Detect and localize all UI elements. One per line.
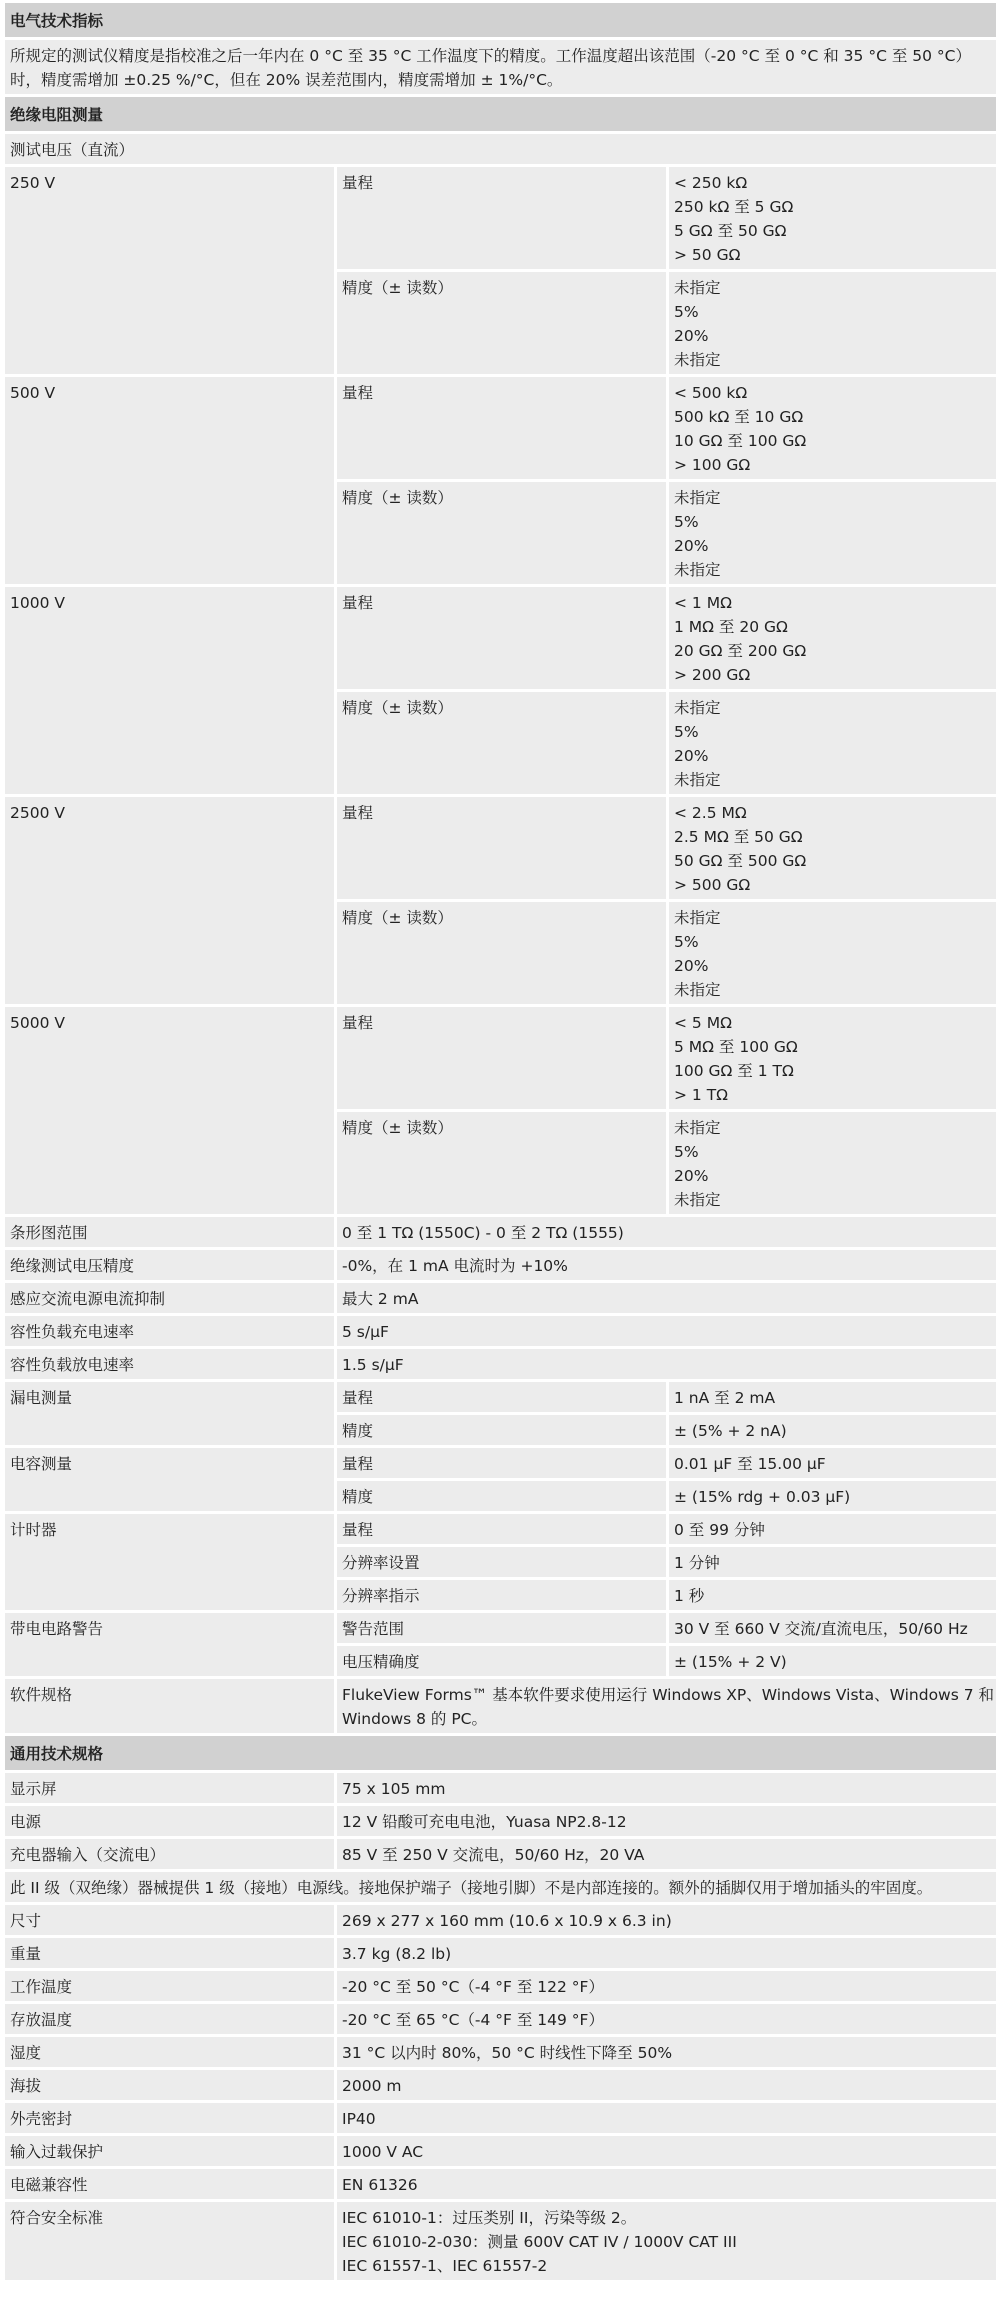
sub-label: 警告范围 [337,1613,666,1643]
spec-value: 31 °C 以内时 80%，50 °C 时线性下降至 50% [337,2037,996,2067]
sub-value: 1 秒 [669,1580,996,1610]
range-value: < 5 MΩ [674,1014,732,1032]
spec-label: 尺寸 [5,1905,334,1935]
spec-row [5,1971,996,2001]
range-values [669,797,996,899]
spec-row [5,1905,996,1935]
spec-value: IP40 [337,2103,996,2133]
spec-row [5,1217,996,1247]
group-label: 电容测量 [5,1448,334,1511]
spec-label: 符合安全标准 [5,2202,334,2280]
accuracy-value: 未指定 [674,699,721,717]
accuracy-value: 5% [674,723,699,741]
spec-value: 1.5 s/μF [337,1349,996,1379]
accuracy-value: 20% [674,957,709,975]
range-values [669,1007,996,1109]
spec-row [5,1316,996,1346]
range-value: 50 GΩ 至 500 GΩ [674,852,807,870]
electrical-note-row [5,40,996,94]
accuracy-values [669,482,996,584]
spec-label: 容性负载充电速率 [5,1316,334,1346]
spec-value: -0%，在 1 mA 电流时为 +10% [337,1250,996,1280]
sub-label: 精度 [337,1481,666,1511]
spec-row [5,1806,996,1836]
range-label: 量程 [337,797,666,899]
test-voltage-value: 1000 V [5,587,334,794]
accuracy-value: 20% [674,1167,709,1185]
accuracy-value: 未指定 [674,909,721,927]
electrical-accuracy-note: 所规定的测试仪精度是指校准之后一年内在 0 °C 至 35 °C 工作温度下的精度。工作温度超出该范围（-20 °C 至 0 °C 和 35 °C 至 50 °C）时，精度需增加 ±0.25 %/°C，但在 20% 误差范围内，精度需增加 ± 1%/°C。 [5,40,996,94]
accuracy-label: 精度（± 读数） [337,902,666,1004]
sub-label: 精度 [337,1415,666,1445]
spec-table [2,0,996,2283]
accuracy-label: 精度（± 读数） [337,272,666,374]
spec-label: 电磁兼容性 [5,2169,334,2199]
spec-value: 5 s/μF [337,1316,996,1346]
accuracy-value: 5% [674,303,699,321]
spec-label: 绝缘测试电压精度 [5,1250,334,1280]
sub-label: 分辨率指示 [337,1580,666,1610]
spec-row [5,1349,996,1379]
spec-value: 75 x 105 mm [337,1773,996,1803]
accuracy-label: 精度（± 读数） [337,1112,666,1214]
range-value: > 500 GΩ [674,876,751,894]
accuracy-values [669,902,996,1004]
spec-label: 存放温度 [5,2004,334,2034]
spec-label: 海拔 [5,2070,334,2100]
range-value: < 1 MΩ [674,594,732,612]
sub-value: ± (5% + 2 nA) [669,1415,996,1445]
sub-value: ± (15% rdg + 0.03 μF) [669,1481,996,1511]
spec-label: 湿度 [5,2037,334,2067]
range-value: 250 kΩ 至 5 GΩ [674,198,794,216]
sub-label: 量程 [337,1514,666,1544]
sub-label: 量程 [337,1448,666,1478]
range-value: < 2.5 MΩ [674,804,747,822]
voltage-row [5,797,996,899]
leakage-row [5,1382,996,1412]
spec-value: 1000 V AC [337,2136,996,2166]
range-label: 量程 [337,1007,666,1109]
safety-standard-line: IEC 61557-1、IEC 61557-2 [342,2257,548,2275]
spec-label: 电源 [5,1806,334,1836]
test-voltage-value: 500 V [5,377,334,584]
safety-standard-line: IEC 61010-2-030：测量 600V CAT IV / 1000V CAT III [342,2233,737,2251]
spec-value: 0 至 1 TΩ (1550C) - 0 至 2 TΩ (1555) [337,1217,996,1247]
spec-label: 容性负载放电速率 [5,1349,334,1379]
spec-value: EN 61326 [337,2169,996,2199]
range-value: 5 MΩ 至 100 GΩ [674,1038,798,1056]
class-note: 此 II 级（双绝缘）器械提供 1 级（接地）电源线。接地保护端子（接地引脚）不是内部连接的。额外的插脚仅用于增加插头的牢固度。 [5,1872,996,1902]
class-note-row [5,1872,996,1902]
spec-label: 外壳密封 [5,2103,334,2133]
range-value: < 250 kΩ [674,174,748,192]
range-label: 量程 [337,377,666,479]
spec-label: 软件规格 [5,1679,334,1733]
voltage-row [5,377,996,479]
range-values [669,587,996,689]
spec-label: 输入过载保护 [5,2136,334,2166]
range-value: > 50 GΩ [674,246,741,264]
spec-row [5,2037,996,2067]
spec-value: 2000 m [337,2070,996,2100]
spec-row [5,1283,996,1313]
range-value: 1 MΩ 至 20 GΩ [674,618,788,636]
spec-row [5,1938,996,1968]
group-label: 漏电测量 [5,1382,334,1445]
range-label: 量程 [337,167,666,269]
spec-value: 3.7 kg (8.2 lb) [337,1938,996,1968]
capacitance-row [5,1448,996,1478]
range-value: 100 GΩ 至 1 TΩ [674,1062,794,1080]
safety-standard-line: IEC 61010-1：过压类别 II，污染等级 2。 [342,2209,637,2227]
range-value: 500 kΩ 至 10 GΩ [674,408,804,426]
sub-label: 电压精确度 [337,1646,666,1676]
section-title-insulation: 绝缘电阻测量 [5,97,996,131]
accuracy-values [669,1112,996,1214]
spec-row [5,1250,996,1280]
test-voltage-header-row [5,134,996,164]
spec-label: 条形图范围 [5,1217,334,1247]
test-voltage-value: 250 V [5,167,334,374]
spec-value: 85 V 至 250 V 交流电，50/60 Hz，20 VA [337,1839,996,1869]
section-row-electrical [5,3,996,37]
spec-value: 269 x 277 x 160 mm (10.6 x 10.9 x 6.3 in) [337,1905,996,1935]
accuracy-value: 未指定 [674,981,721,999]
spec-label: 工作温度 [5,1971,334,2001]
accuracy-value: 未指定 [674,1119,721,1137]
sub-label: 量程 [337,1382,666,1412]
accuracy-value: 5% [674,933,699,951]
sub-value: ± (15% + 2 V) [669,1646,996,1676]
accuracy-value: 未指定 [674,561,721,579]
timer-row [5,1514,996,1544]
accuracy-value: 20% [674,537,709,555]
accuracy-value: 20% [674,747,709,765]
accuracy-value: 未指定 [674,1191,721,1209]
group-label: 带电电路警告 [5,1613,334,1676]
spec-row [5,2169,996,2199]
range-value: 10 GΩ 至 100 GΩ [674,432,807,450]
accuracy-value: 20% [674,327,709,345]
range-value: 2.5 MΩ 至 50 GΩ [674,828,803,846]
spec-value: 12 V 铅酸可充电电池，Yuasa NP2.8-12 [337,1806,996,1836]
group-label: 计时器 [5,1514,334,1610]
accuracy-label: 精度（± 读数） [337,482,666,584]
range-value: > 200 GΩ [674,666,751,684]
section-title-general: 通用技术规格 [5,1736,996,1770]
safety-row [5,2202,996,2280]
spec-table-body [5,3,996,2280]
spec-label: 重量 [5,1938,334,1968]
accuracy-value: 未指定 [674,279,721,297]
accuracy-values [669,692,996,794]
sub-value: 0.01 μF 至 15.00 μF [669,1448,996,1478]
spec-value: FlukeView Forms™ 基本软件要求使用运行 Windows XP、Windows Vista、Windows 7 和 Windows 8 的 PC。 [337,1679,996,1733]
range-label: 量程 [337,587,666,689]
accuracy-label: 精度（± 读数） [337,692,666,794]
range-value: 5 GΩ 至 50 GΩ [674,222,787,240]
sub-value: 0 至 99 分钟 [669,1514,996,1544]
sub-label: 分辨率设置 [337,1547,666,1577]
range-values [669,167,996,269]
spec-value: -20 °C 至 50 °C（-4 °F 至 122 °F） [337,1971,996,2001]
spec-value: 最大 2 mA [337,1283,996,1313]
sub-value: 1 nA 至 2 mA [669,1382,996,1412]
sub-value: 30 V 至 660 V 交流/直流电压，50/60 Hz [669,1613,996,1643]
range-values [669,377,996,479]
accuracy-value: 未指定 [674,489,721,507]
software-row [5,1679,996,1733]
accuracy-value: 未指定 [674,771,721,789]
voltage-row [5,587,996,689]
section-title-electrical: 电气技术指标 [5,3,996,37]
spec-row [5,1839,996,1869]
range-value: < 500 kΩ [674,384,748,402]
live-warning-row [5,1613,996,1643]
test-voltage-value: 2500 V [5,797,334,1004]
spec-row [5,1773,996,1803]
spec-label: 充电器输入（交流电） [5,1839,334,1869]
test-voltage-label: 测试电压（直流） [5,134,996,164]
range-value: > 1 TΩ [674,1086,729,1104]
spec-value: -20 °C 至 65 °C（-4 °F 至 149 °F） [337,2004,996,2034]
range-value: > 100 GΩ [674,456,751,474]
spec-row [5,2070,996,2100]
accuracy-value: 未指定 [674,351,721,369]
spec-row [5,2136,996,2166]
section-row-general [5,1736,996,1770]
section-row-insulation [5,97,996,131]
test-voltage-value: 5000 V [5,1007,334,1214]
spec-row [5,2004,996,2034]
voltage-row [5,1007,996,1109]
voltage-row [5,167,996,269]
spec-label: 显示屏 [5,1773,334,1803]
safety-standards [337,2202,996,2280]
sub-value: 1 分钟 [669,1547,996,1577]
spec-row [5,2103,996,2133]
accuracy-values [669,272,996,374]
accuracy-value: 5% [674,513,699,531]
accuracy-value: 5% [674,1143,699,1161]
spec-label: 感应交流电源电流抑制 [5,1283,334,1313]
range-value: 20 GΩ 至 200 GΩ [674,642,807,660]
